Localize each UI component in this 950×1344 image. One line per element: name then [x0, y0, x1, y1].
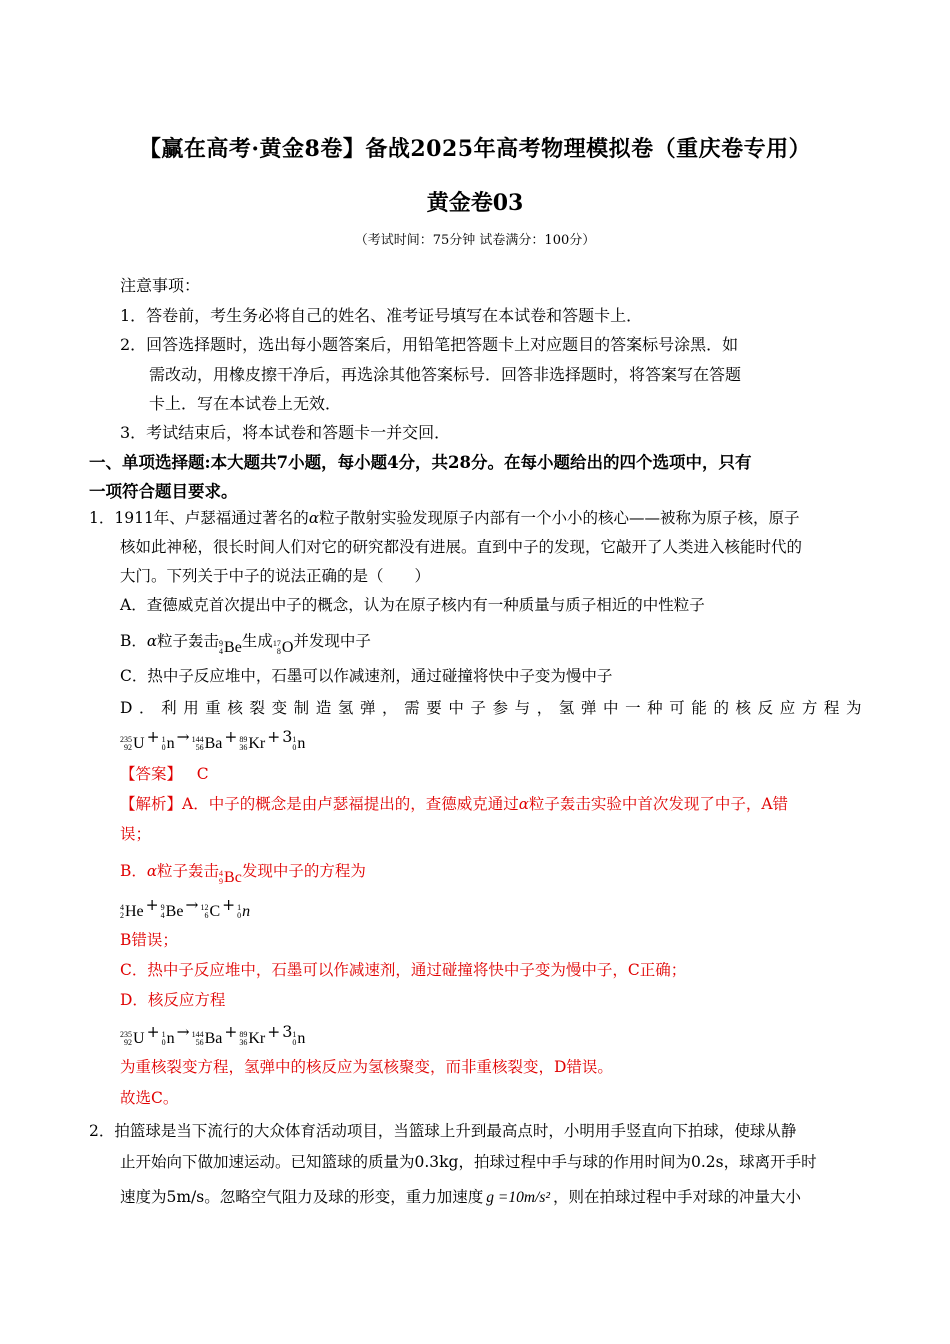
q2-stem-line-3: 速度为5m/s。忽略空气阻力及球的形变，重力加速度 g =10m/s² ，则在拍球过程中手对球的冲量大小: [120, 1188, 802, 1206]
equation-fission-2: 235 92 U + 1 0 n → 144 56 Ba + 89 36 Kr + 3 1 0 n: [120, 1022, 306, 1047]
answer-value: C: [196, 765, 209, 783]
option-d-char: 能: [691, 699, 707, 717]
notice-item-1: 1．答卷前，考生务必将自己的姓名、准考证号填写在本试卷和答题卡上．: [120, 306, 643, 325]
nuclide-bc: 4 9 Bc: [219, 869, 242, 886]
option-d-char: 种: [647, 699, 663, 717]
option-d-char: 造: [315, 699, 332, 717]
section-heading-line-1: 一、单项选择题:本大题共7小题，每小题4分，共28分。在每小题给出的四个选项中，只有: [89, 453, 752, 472]
option-d-char: 与: [514, 699, 531, 717]
option-d-char: 应: [779, 699, 796, 717]
option-d-char: 一: [625, 699, 641, 717]
option-d-char: 反: [757, 699, 774, 717]
option-d-char: 方: [801, 699, 818, 717]
option-d-char: 参: [492, 699, 509, 717]
option-d-char: 为: [846, 699, 862, 717]
option-d-char: 重: [205, 699, 221, 717]
equation-fission-1: 235 92 U + 1 0 n → 144 56 Ba + 89 36 Kr + 3 1 0 n: [120, 727, 306, 752]
notice-item-3: 3．考试结束后，将本试卷和答题卡一并交回．: [120, 423, 451, 442]
gravity-formula: g =10m/s²: [486, 1189, 551, 1206]
q1-analysis-a-line-1: 【解析】A．中子的概念是由卢瑟福提出的，查德威克通过α粒子轰击实验中首次发现了中子，A错: [120, 795, 789, 813]
option-d-char: 利: [161, 699, 177, 717]
option-d-char: D: [120, 699, 133, 717]
option-d-char: 弹: [580, 699, 597, 717]
option-d-char: 用: [183, 699, 199, 717]
option-d-char: 的: [713, 699, 729, 717]
q1-option-c: C．热中子反应堆中，石墨可以作减速剂，通过碰撞将快中子变为慢中子: [120, 667, 613, 685]
q1-analysis-b: B．α粒子轰击 4 9 Bc 发现中子的方程为: [120, 860, 366, 889]
q1-stem-line-3: 大门。下列关于中子的说法正确的是（ ）: [120, 567, 431, 585]
alpha-symbol: α: [308, 509, 319, 527]
option-d-char: 中: [602, 699, 619, 717]
option-d-char: 制: [293, 699, 310, 717]
q1-option-a: A．查德威克首次提出中子的概念，认为在原子核内有一种质量与质子相近的中性粒子: [120, 596, 705, 614]
option-d-char: 程: [823, 699, 840, 717]
q2-stem-line-2: 止开始向下做加速运动。已知篮球的质量为0.3kg，拍球过程中手与球的作用时间为0.2s，球离开手时: [120, 1153, 817, 1171]
option-d-char: 氢: [558, 699, 575, 717]
option-d-char: 核: [227, 699, 243, 717]
option-d-char: 核: [735, 699, 752, 717]
exam-subtitle: 黄金卷03: [426, 190, 524, 216]
option-d-char: 弹: [359, 699, 376, 717]
q1-answer: [120, 763, 209, 785]
option-d-char: ，: [536, 699, 553, 717]
q1-stem-line-1: 1．1911年、卢瑟福通过著名的α粒子散射实验发现原子内部有一个小小的核心——被称为原子核，原子: [89, 509, 800, 527]
option-d-char: 裂: [249, 699, 265, 717]
notice-item-2c: 卡上．写在本试卷上无效．: [149, 394, 342, 413]
q1-analysis-a-line-2: 误；: [120, 825, 152, 843]
exam-meta: （考试时间：75分钟 试卷满分：100分）: [354, 233, 596, 248]
option-d-char: 可: [669, 699, 685, 717]
notice-item-2a: 2．回答选择题时，选出每小题答案后，用铅笔把答题卡上对应题目的答案标号涂黑．如: [120, 335, 739, 354]
option-d-char: 变: [271, 699, 288, 717]
notice-item-2b: 需改动，用橡皮擦干净后，再选涂其他答案标号．回答非选择题时，将答案写在答题: [149, 365, 742, 384]
alpha-symbol: α: [146, 632, 158, 650]
q1-conclusion: 故选C。: [120, 1089, 179, 1107]
q1-option-b: B．α粒子轰击 9 4 Be 生成 17 8 O 并发现中子: [120, 630, 371, 659]
nuclide-be: 9 4 Be: [219, 639, 242, 656]
q1-stem-line-2: 核如此神秘，很长时间人们对它的研究都没有进展。直到中子的发现，它敲开了人类进入核能时代的: [120, 538, 803, 556]
q1-analysis-b-wrong: B错误；: [120, 931, 178, 949]
section-heading-line-2: 一项符合题目要求。: [89, 482, 238, 501]
option-d-char: 子: [470, 699, 486, 717]
answer-label: 【答案】: [120, 765, 183, 783]
notice-heading: 注意事项：: [120, 276, 201, 295]
option-d-char: 要: [426, 699, 442, 717]
nuclide-o: 17 8 O: [272, 639, 294, 656]
option-d-char: 氢: [337, 699, 354, 717]
q1-analysis-c: C．热中子反应堆中，石墨可以作减速剂，通过碰撞将快中子变为慢中子，C正确；: [120, 961, 687, 979]
equation-neutron-discovery: 4 2 He + 9 4 Be → 12 6 C + 1 0 n: [120, 896, 251, 920]
exam-title: 【赢在高考·黄金8卷】备战2025年高考物理模拟卷（重庆卷专用）: [138, 136, 812, 162]
q1-analysis-d-2: 为重核裂变方程，氢弹中的核反应为氢核聚变，而非重核裂变，D错误。: [120, 1058, 613, 1076]
q2-stem-line-1: 2．拍篮球是当下流行的大众体育活动项目，当篮球上升到最高点时，小明用手竖直向下拍球，使球从静: [89, 1122, 797, 1140]
option-d-char: ．: [139, 699, 155, 717]
option-d-char: 中: [448, 699, 464, 717]
q1-analysis-d: D．核反应方程: [120, 991, 226, 1009]
option-d-char: 需: [404, 699, 420, 717]
option-d-char: ，: [382, 699, 398, 717]
q1-option-d: [120, 697, 862, 719]
